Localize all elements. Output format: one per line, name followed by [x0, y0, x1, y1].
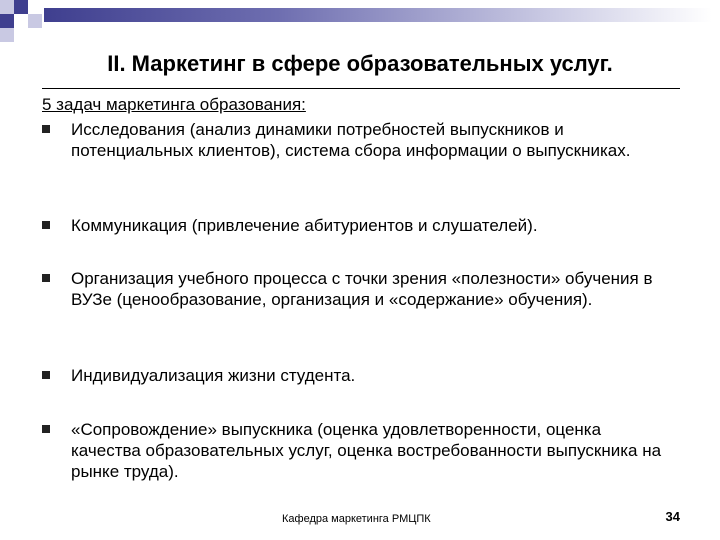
slide-title: II. Маркетинг в сфере образовательных услуг.: [107, 51, 613, 76]
bullet-item: [42, 419, 672, 482]
corner-square: [0, 14, 14, 28]
header-gradient-bar: [44, 8, 712, 22]
slide-subtitle: 5 задач маркетинга образования:: [42, 95, 306, 114]
bullet-text: Исследования (анализ динамики потребностей выпускников и потенциальных клиентов), система сбора информации о выпускниках.: [71, 120, 631, 160]
bullet-item: [42, 268, 672, 310]
square-bullet-icon: [42, 371, 50, 379]
bullet-item: [42, 119, 672, 161]
corner-square: [14, 14, 28, 28]
bullet-text: Индивидуализация жизни студента.: [71, 366, 356, 385]
title-divider: [42, 88, 680, 89]
square-bullet-icon: [42, 221, 50, 229]
bullet-item: [42, 215, 672, 236]
corner-square: [28, 14, 42, 28]
corner-square: [28, 0, 42, 14]
square-bullet-icon: [42, 125, 50, 133]
bullet-item: [42, 365, 672, 386]
bullet-text: Коммуникация (привлечение абитуриентов и слушателей).: [71, 216, 538, 235]
slide-footer: Кафедра маркетинга РМЦПК: [282, 513, 431, 525]
page-number: 34: [665, 509, 680, 524]
corner-square: [0, 28, 14, 42]
bullet-text: «Сопровождение» выпускника (оценка удовлетворенности, оценка качества образовательных услуг, оценка востребованности выпускника на рынке труда).: [71, 420, 662, 481]
square-bullet-icon: [42, 274, 50, 282]
bullet-text: Организация учебного процесса с точки зрения «полезности» обучения в ВУЗе (ценообразование, организация и «содержание» обучения).: [71, 269, 653, 309]
square-bullet-icon: [42, 425, 50, 433]
corner-square: [14, 0, 28, 14]
corner-square: [0, 0, 14, 14]
